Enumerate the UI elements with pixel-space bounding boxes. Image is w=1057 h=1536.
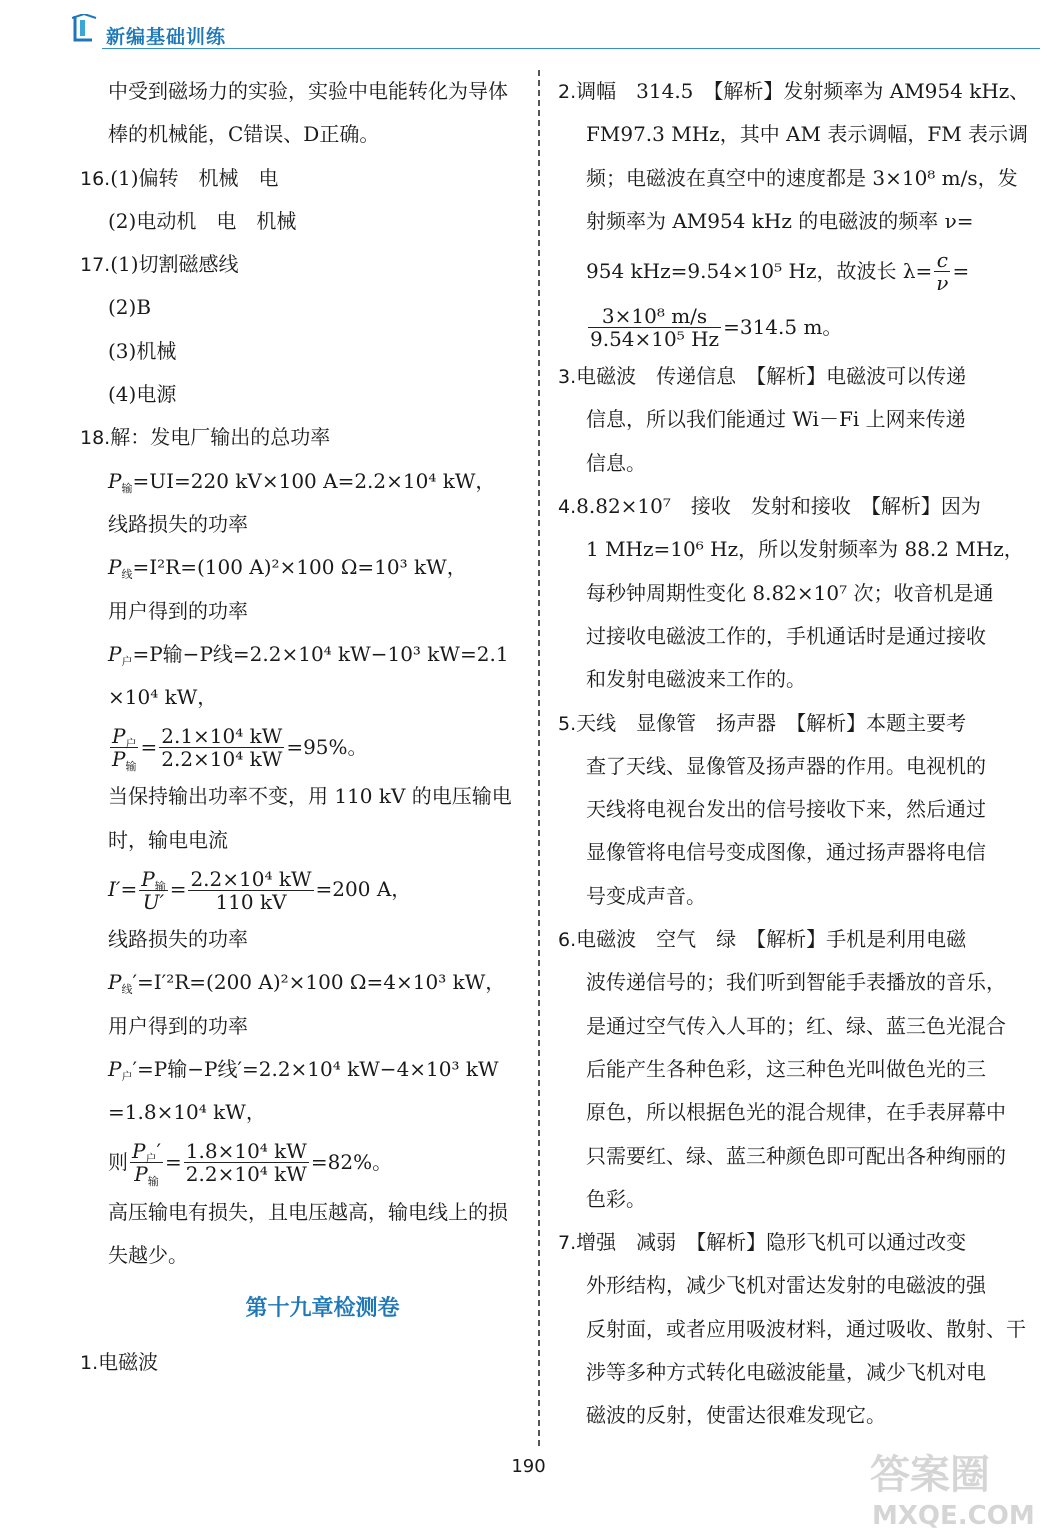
question-number: 4. [558, 496, 577, 519]
fraction: $\frac{P_户}{P_输}$ [112, 723, 137, 773]
text-line: 当保持输出功率不变，用 110 kV 的电压输电 [108, 784, 512, 809]
question-number: 6. [558, 929, 577, 952]
right-column [558, 70, 1030, 1438]
answer-text: (1)切割磁感线 [110, 252, 239, 277]
question-number: 3. [558, 366, 577, 389]
text-line: 每秒钟周期性变化 8.82×10⁷ 次；收音机是通 [586, 580, 994, 605]
fraction: $\frac{P_输}{U'}$ [141, 866, 166, 914]
column-divider [538, 70, 540, 1446]
text-line: 色彩。 [586, 1186, 646, 1211]
text-line: 磁波的反射，使雷达很难发现它。 [586, 1403, 886, 1428]
formula-line: $\frac{\text{3×10⁸ m/s}}{\text{9.54×10⁵ Hz}}$ =314.5 m。 [590, 303, 843, 351]
formula-text: =P输−P线′=2.2×10⁴ kW−4×10³ kW [137, 1056, 499, 1081]
text-line: 射频率为 AM954 kHz 的电磁波的频率 ν= [586, 208, 974, 233]
answer-text: (4)电源 [108, 382, 177, 407]
text-line: 只需要红、绿、蓝三种颜色即可配出各种绚丽的 [586, 1143, 1006, 1168]
text-line: 后能产生各种色彩，这三种色光叫做色光的三 [586, 1056, 986, 1081]
text-line: 原色，所以根据色光的混合规律，在手表屏幕中 [586, 1100, 1006, 1125]
text-line: 时，输电电流 [108, 827, 228, 852]
answer-text: 8.82×10⁷ 接收 发射和接收 【解析】因为 [576, 494, 981, 519]
left-column [80, 70, 525, 1384]
text-line: 涉等多种方式转化电磁波能量，减少飞机对电 [586, 1360, 986, 1385]
header-title: 新编基础训练 [106, 26, 227, 48]
text-line: 失越少。 [108, 1242, 188, 1267]
text-line: 1 MHz=10⁶ Hz，所以发射频率为 88.2 MHz， [586, 537, 1024, 562]
page-header [70, 10, 1040, 54]
formula-line: 则 $\frac{P_户'}{P_输}$ = $\frac{\text{1.8×10⁴ kW}}{\text{2.2×10⁴ kW}}$ =82%。 [108, 1139, 393, 1189]
answer-text: 天线 显像管 扬声器 【解析】本题主要考 [576, 710, 967, 735]
watermark-logo-icon [860, 1440, 1040, 1530]
fraction: $\frac{\text{2.2×10⁴ kW}}{110 kV}$ [190, 866, 312, 914]
formula-line: $P_户=P$输−P线=2.2×10⁴ kW−10³ kW=2.1 [108, 641, 509, 668]
formula-text: =I²R=(100 A)²×100 Ω=10³ kW， [132, 555, 467, 580]
formula-line: I′ = $\frac{P_输}{U'}$ = $\frac{\text{2.2×10⁴ kW}}{110 kV}$ =200 A， [108, 866, 412, 914]
text-line: 外形结构，减少飞机对雷达发射的电磁波的强 [586, 1273, 986, 1298]
text-line: 信息。 [586, 450, 646, 475]
fraction: $\frac{P_户'}{P_输}$ [132, 1139, 162, 1189]
answer-text: 调幅 314.5 【解析】发射频率为 AM954 kHz、 [576, 79, 1030, 103]
formula-line: $P_输=UI=220$ kV×100 A=2.2×10⁴ kW， [108, 468, 496, 495]
text-line: 反射面，或者应用吸波材料，通过吸收、散射、干 [586, 1316, 1026, 1341]
section-title: 第十九章检测卷 [245, 1296, 400, 1322]
text-line: 波传递信号的；我们听到智能手表播放的音乐， [586, 970, 1006, 995]
answer-text: (1)偏转 机械 电 [110, 165, 279, 190]
fraction: $\frac{\text{3×10⁸ m/s}}{\text{9.54×10⁵ Hz}}$ [590, 303, 720, 351]
svg-text:答案圈: 答案圈 [870, 1452, 990, 1498]
answer-text: (3)机械 [108, 338, 177, 363]
formula-text: =I′²R=(200 A)²×100 Ω=4×10³ kW， [137, 970, 506, 995]
text-line: 线路损失的功率 [108, 927, 248, 952]
question-number: 17. [80, 254, 111, 277]
formula-line: $P_线'=I'^2R=(200$ A)²×100 Ω=4×10³ kW， [108, 970, 506, 997]
fraction: $\frac{\text{2.1×10⁴ kW}}{\text{2.2×10⁴ kW}}$ [161, 723, 283, 771]
formula-text: =1.8×10⁴ kW， [108, 1100, 266, 1125]
text-line: 用户得到的功率 [108, 598, 248, 623]
question-number: 18. [80, 427, 111, 450]
text-line: 是通过空气传入人耳的；红、绿、蓝三色光混合 [586, 1013, 1006, 1038]
text-line: 高压输电有损失，且电压越高，输电线上的损 [108, 1199, 508, 1224]
page-number: 190 [511, 1456, 546, 1477]
text-line: 棒的机械能，C错误、D正确。 [108, 122, 380, 147]
answer-text: (2)电动机 电 机械 [108, 208, 297, 233]
fraction: $\frac{c}{\nu}$ [936, 247, 949, 295]
question-number: 1. [80, 1352, 99, 1375]
question-number: 16. [80, 167, 111, 190]
text-line: 号变成声音。 [586, 883, 706, 908]
answer-text: 电磁波 传递信息 【解析】电磁波可以传递 [576, 364, 967, 389]
text-line: 过接收电磁波工作的，手机通话时是通过接收 [586, 623, 986, 648]
text-line: FM97.3 MHz，其中 AM 表示调幅，FM 表示调 [586, 122, 1029, 147]
answer-text: 解：发电厂输出的总功率 [110, 425, 331, 450]
text-line: 查了天线、显像管及扬声器的作用。电视机的 [586, 753, 986, 778]
book-logo-icon [72, 14, 98, 44]
formula-line: $P_户'=P$输−P线′=2.2×10⁴ kW−4×10³ kW [108, 1056, 499, 1083]
fraction: $\frac{\text{1.8×10⁴ kW}}{\text{2.2×10⁴ kW}}$ [185, 1139, 307, 1187]
formula-line: $P_线=I^2R=(100$ A)²×100 Ω=10³ kW， [108, 555, 467, 582]
formula-text: =UI=220 kV×100 A=2.2×10⁴ kW， [132, 468, 496, 493]
question-number: 5. [558, 712, 577, 735]
answer-text: 增强 减弱 【解析】隐形飞机可以通过改变 [576, 1230, 967, 1255]
formula-text: =P输−P线=2.2×10⁴ kW−10³ kW=2.1 [132, 641, 509, 666]
text-line: 信息，所以我们能通过 Wi－Fi 上网来传递 [586, 407, 966, 432]
text-line: 中受到磁场力的实验，实验中电能转化为导体 [108, 79, 508, 103]
svg-text:MXQE.COM: MXQE.COM [872, 1501, 1035, 1530]
text-line: 线路损失的功率 [108, 511, 248, 536]
formula-line: $\frac{P_户}{P_输}$ = $\frac{\text{2.1×10⁴ kW}}{\text{2.2×10⁴ kW}}$ =95%。 [112, 723, 368, 773]
question-number: 2. [558, 81, 577, 103]
text-line: 和发射电磁波来工作的。 [586, 667, 806, 692]
answer-text: (2)B [108, 295, 152, 320]
answer-text: 电磁波 [98, 1350, 159, 1375]
header-rule [102, 48, 1040, 49]
text-line: 用户得到的功率 [108, 1013, 248, 1038]
question-number: 7. [558, 1232, 577, 1255]
formula-line: 954 kHz=9.54×10⁵ Hz，故波长 λ= $\frac{c}{\nu}$ = [586, 247, 970, 295]
formula-text: ×10⁴ kW， [108, 685, 218, 710]
text-line: 频；电磁波在真空中的速度都是 3×10⁸ m/s，发 [586, 165, 1018, 190]
answer-text: 电磁波 空气 绿 【解析】手机是利用电磁 [576, 927, 967, 952]
text-line: 天线将电视台发出的信号接收下来，然后通过 [586, 797, 986, 822]
text-line: 显像管将电信号变成图像，通过扬声器将电信 [586, 840, 986, 865]
